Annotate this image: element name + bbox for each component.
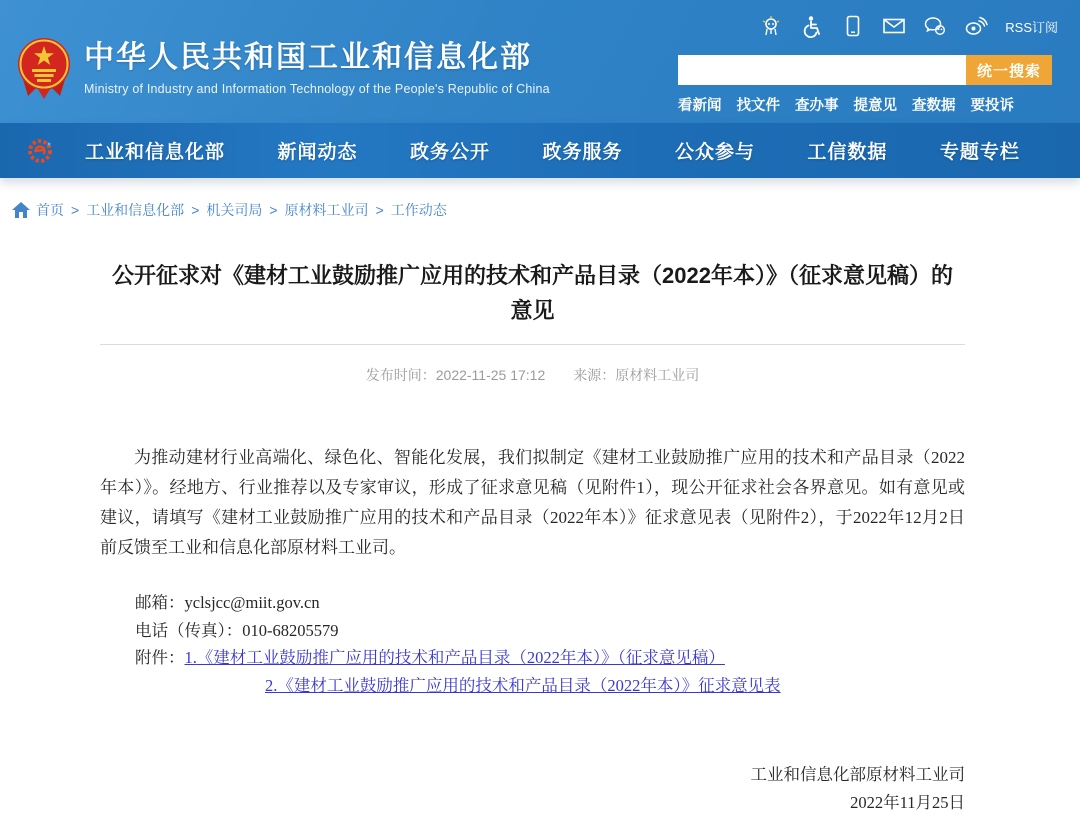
attachment-link-2[interactable]: 2.《建材工业鼓励推广应用的技术和产品目录（2022年本）》征求意见表 <box>265 675 781 695</box>
miit-logo-icon <box>26 137 54 165</box>
search-input[interactable] <box>678 55 966 85</box>
phone-line <box>135 617 965 645</box>
contact-block <box>100 589 965 699</box>
phone-value: 010-68205579 <box>242 620 339 640</box>
weibo-icon[interactable] <box>964 14 988 38</box>
quick-links <box>678 94 1054 115</box>
source-value: 原材料工业司 <box>615 367 700 383</box>
mobile-icon[interactable] <box>841 14 865 38</box>
signature-department: 工业和信息化部原材料工业司 <box>750 765 965 784</box>
site-brand <box>16 36 550 100</box>
search-area <box>678 55 1054 115</box>
national-emblem <box>16 36 72 100</box>
signature-block <box>100 761 965 817</box>
mascot-icon[interactable] <box>759 14 783 38</box>
nav-item-news[interactable]: 新闻动态 <box>277 142 358 163</box>
breadcrumb-separator: > <box>375 202 384 218</box>
nav-item-gov-services[interactable]: 政务服务 <box>542 142 623 163</box>
attachment-link-1[interactable]: 1.《建材工业鼓励推广应用的技术和产品目录（2022年本）》（征求意见稿） <box>184 648 725 667</box>
nav-item-industry-data[interactable]: 工信数据 <box>807 142 888 163</box>
accessibility-icon[interactable] <box>800 14 824 38</box>
quick-link-documents[interactable]: 找文件 <box>736 98 780 114</box>
breadcrumb-home[interactable]: 首页 <box>36 202 64 218</box>
rss-link[interactable]: RSS订阅 <box>1005 19 1058 35</box>
nav-item-public-participation[interactable]: 公众参与 <box>674 142 755 163</box>
email-value: yclsjcc@miit.gov.cn <box>184 593 320 612</box>
email-label: 邮箱： <box>135 593 185 612</box>
title-divider <box>100 344 965 345</box>
site-header <box>0 0 1080 123</box>
breadcrumb-ministry[interactable]: 工业和信息化部 <box>86 202 185 218</box>
source-label: 来源： <box>573 367 616 383</box>
article <box>100 258 965 817</box>
quick-link-complaints[interactable]: 要投诉 <box>970 98 1014 114</box>
nav-item-special-columns[interactable]: 专题专栏 <box>939 142 1020 163</box>
utility-bar <box>759 12 1058 40</box>
breadcrumb-departments[interactable]: 机关司局 <box>206 202 263 218</box>
quick-link-news[interactable]: 看新闻 <box>678 98 722 114</box>
article-meta <box>100 365 965 385</box>
article-body-paragraph: 为推动建材行业高端化、绿色化、智能化发展，我们拟制定《建材工业鼓励推广应用的技术和产品目录（2022年本）》。经地方、行业推荐以及专家审议，形成了征求意见稿（见附件1），现公开征求社会各界意见。如有意见或建议，请填写《建材工业鼓励推广应用的技术和产品目录（2022年本）》征求意见表（见附件2），于2022年12月2日前反馈至工业和信息化部原材料工业司。 <box>100 448 965 557</box>
attachment-line-1 <box>135 644 965 672</box>
attachment-line-2 <box>265 672 965 700</box>
breadcrumb-raw-materials-dept[interactable]: 原材料工业司 <box>284 202 369 218</box>
breadcrumb-work-updates[interactable]: 工作动态 <box>390 202 447 218</box>
article-title: 公开征求对《建材工业鼓励推广应用的技术和产品目录（2022年本）》（征求意见稿）的意见 <box>112 263 953 323</box>
breadcrumb-separator: > <box>269 202 278 218</box>
breadcrumb-separator: > <box>71 202 80 218</box>
unified-search-button[interactable]: 统一搜索 <box>966 55 1052 85</box>
signature-date: 2022年11月25日 <box>850 793 965 812</box>
publish-time: 2022-11-25 17:12 <box>435 367 546 383</box>
phone-label: 电话（传真）： <box>135 620 243 640</box>
mail-icon[interactable] <box>882 14 906 38</box>
breadcrumb <box>12 200 1080 220</box>
breadcrumb-separator: > <box>191 202 200 218</box>
wechat-icon[interactable] <box>923 14 947 38</box>
site-title: 中华人民共和国工业和信息化部 <box>84 41 532 74</box>
main-nav <box>0 123 1080 178</box>
quick-link-services[interactable]: 查办事 <box>795 98 839 114</box>
quick-link-data[interactable]: 查数据 <box>912 98 956 114</box>
attachments-label: 附件： <box>135 648 185 667</box>
nav-item-gov-disclosure[interactable]: 政务公开 <box>409 142 490 163</box>
nav-item-ministry[interactable]: 工业和信息化部 <box>85 142 226 163</box>
site-subtitle: Ministry of Industry and Information Technology of the People's Republic of China <box>84 82 550 96</box>
publish-time-label: 发布时间： <box>365 367 436 383</box>
quick-link-suggestions[interactable]: 提意见 <box>853 98 897 114</box>
home-icon[interactable] <box>12 202 30 218</box>
email-line <box>135 589 965 617</box>
